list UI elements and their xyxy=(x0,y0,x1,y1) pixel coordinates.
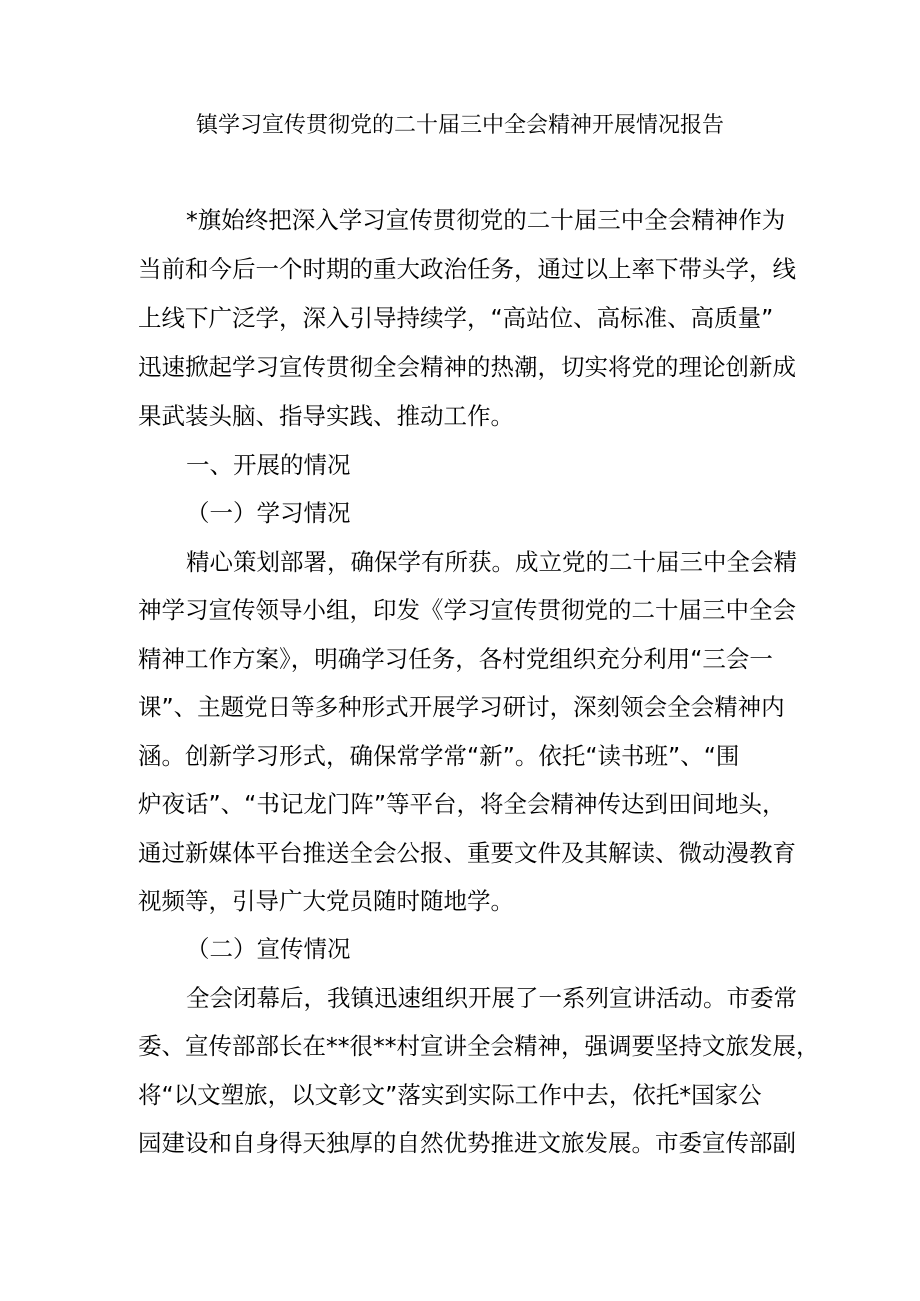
subsection-1-line-5: 涵。创新学习形式，确保常学常“新”。依托“读书班”、“围 xyxy=(138,742,740,770)
subsection-2-line-1: 全会闭幕后，我镇迅速组织开展了一系列宣讲活动。市委常 xyxy=(186,984,797,1012)
subsection-1-line-8: 视频等，引导广大党员随时随地学。 xyxy=(138,887,514,915)
intro-line-3: 上线下广泛学，深入引导持续学，“高站位、高标准、高质量” xyxy=(138,304,774,332)
intro-line-2: 当前和今后一个时期的重大政治任务，通过以上率下带头学，线 xyxy=(138,255,796,283)
intro-line-4: 迅速掀起学习宣传贯彻全会精神的热潮，切实将党的理论创新成 xyxy=(138,353,796,381)
document-title: 镇学习宣传贯彻党的二十届三中全会精神开展情况报告 xyxy=(195,113,724,138)
subsection-heading-1: （一）学习情况 xyxy=(186,499,351,527)
section-heading-1: 一、开展的情况 xyxy=(186,451,351,479)
subsection-1-line-3: 精神工作方案》，明确学习任务，各村党组织充分利用“三会一 xyxy=(138,645,773,673)
subsection-1-line-2: 神学习宣传领导小组，印发《学习宣传贯彻党的二十届三中全会 xyxy=(138,596,796,624)
subsection-heading-2: （二）宣传情况 xyxy=(186,935,351,963)
subsection-1-line-1: 精心策划部署，确保学有所获。成立党的二十届三中全会精 xyxy=(186,548,797,576)
subsection-2-line-2: 委、宣传部部长在**很**村宣讲全会精神，强调要坚持文旅发展， xyxy=(138,1032,820,1060)
subsection-1-line-6: 炉夜话”、“书记龙门阵”等平台，将全会精神传达到田间地头， xyxy=(138,790,786,818)
intro-line-5: 果武装头脑、指导实践、推动工作。 xyxy=(138,402,514,430)
intro-line-1: *旗始终把深入学习宣传贯彻党的二十届三中全会精神作为 xyxy=(186,206,786,234)
subsection-2-line-4: 园建设和自身得天独厚的自然优势推进文旅发展。市委宣传部副 xyxy=(138,1129,796,1157)
subsection-1-line-4: 课”、主题党日等多种形式开展学习研讨，深刻领会全会精神内 xyxy=(138,693,785,721)
subsection-2-line-3: 将“以文塑旅，以文彰文”落实到实际工作中去，依托*国家公 xyxy=(138,1081,762,1109)
subsection-1-line-7: 通过新媒体平台推送全会公报、重要文件及其解读、微动漫教育 xyxy=(138,839,796,867)
